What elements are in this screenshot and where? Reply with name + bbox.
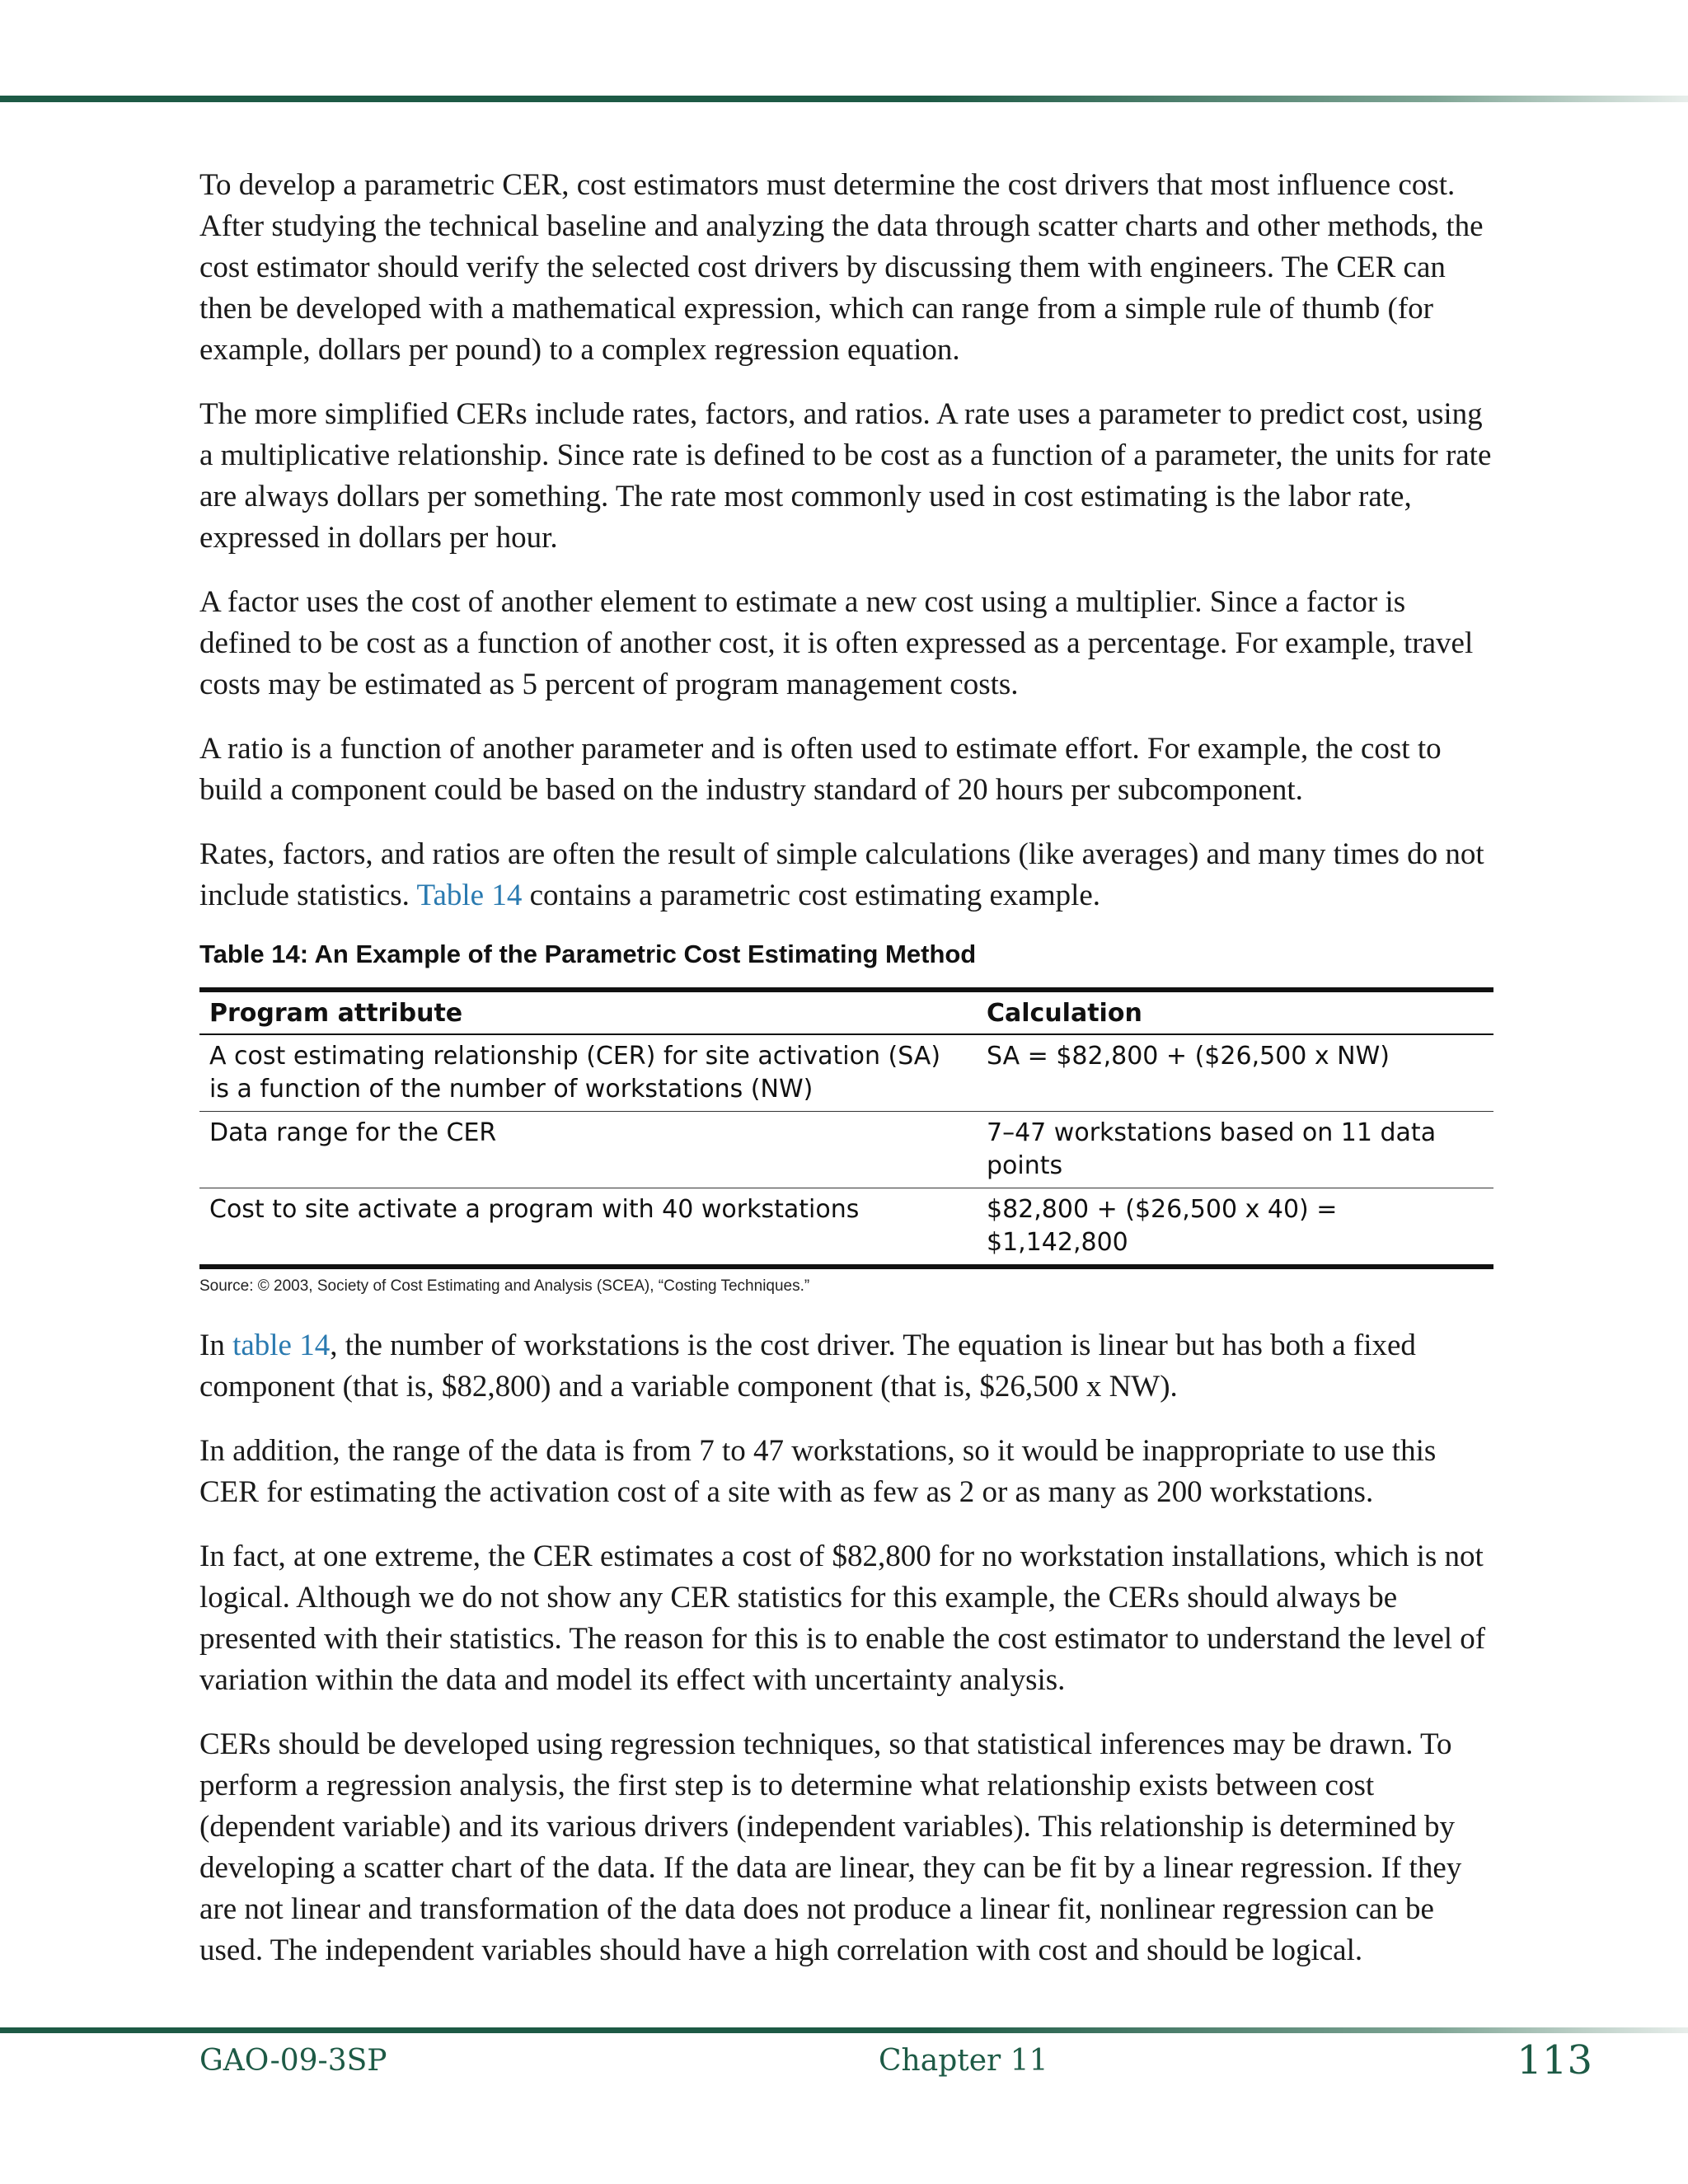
paragraph-with-table-link [199,834,1493,916]
footer-rule [0,2027,1688,2033]
footer-doc-id: GAO-09-3SP [199,2044,387,2078]
page-number: 113 [1517,2037,1592,2083]
table-cell-calculation: SA = $82,800 + ($26,500 x NW) [977,1034,1493,1112]
footer-chapter: Chapter 11 [879,2044,1048,2078]
table-cell-calculation: 7–47 workstations based on 11 data points [977,1112,1493,1188]
table-row [199,1112,1493,1188]
table-row [199,1034,1493,1112]
paragraph-text: Rates, factors, and ratios are often the result of simple calculations (like averages) and many times do not include statistics. [199,837,1484,912]
table-cell-attribute: A cost estimating relationship (CER) for site activation (SA) is a function of the number of workstations (NW) [199,1034,977,1112]
header-rule [0,96,1688,102]
paragraph: In addition, the range of the data is from 7 to 47 workstations, so it would be inappropriate to use this CER for estimating the activation cost of a site with as few as 2 or as many as 200 workstations. [199,1434,1437,1509]
table-header-row [199,990,1493,1034]
paragraph: A ratio is a function of another parameter and is often used to estimate effort. For example, the cost to build a component could be based on the industry standard of 20 hours per subcomponent. [199,732,1442,807]
paragraph-text: contains a parametric cost estimating example. [522,879,1101,912]
paragraph: A factor uses the cost of another element to estimate a new cost using a multiplier. Since a factor is defined to be cost as a function of another cost, it is often expressed as a percentage. For example, travel costs may be estimated as 5 percent of program management costs. [199,585,1474,701]
table-source-note: Source: © 2003, Society of Cost Estimating and Analysis (SCEA), “Costing Techniques.” [199,1277,810,1295]
table-cell-attribute: Data range for the CER [199,1112,977,1188]
parametric-estimate-table [199,987,1493,1269]
table-cell-attribute: Cost to site activate a program with 40 workstations [209,1195,860,1224]
paragraph-text: In [199,1329,233,1362]
table-cell-calculation: $82,800 + ($26,500 x 40) = $1,142,800 [987,1195,1338,1257]
page-footer [199,2036,1592,2085]
paragraph-text: , the number of workstations is the cost driver. The equation is linear but has both a fixed component (that is, $82,800) and a variable component (that is, $26,500 x NW). [199,1329,1416,1404]
page-body [199,165,1493,1994]
table-row [199,1188,1493,1268]
paragraph: To develop a parametric CER, cost estimators must determine the cost drivers that most influence cost. After studying the technical baseline and analyzing the data through scatter charts and other methods, the cost estimator should verify the selected cost drivers by discussing them with engineers. The CER can then be developed with a mathematical expression, which can range from a simple rule of thumb (for example, dollars per pound) to a complex regression equation. [199,168,1484,367]
column-header-program-attribute: Program attribute [199,990,977,1034]
table-14-link[interactable]: table 14 [232,1329,331,1362]
paragraph: The more simplified CERs include rates, factors, and ratios. A rate uses a parameter to predict cost, using a multiplicative relationship. Since rate is defined to be cost as a function of a parameter, the units for rate are always dollars per something. The rate most commonly used in cost estimating is the labor rate, expressed in dollars per hour. [199,397,1492,555]
paragraph: In fact, at one extreme, the CER estimates a cost of $82,800 for no workstation installations, which is not logical. Although we do not show any CER statistics for this example, the CERs should always be presented with their statistics. The reason for this is to enable the cost estimator to understand the level of variation within the data and model its effect with uncertainty analysis. [199,1540,1486,1697]
paragraph: CERs should be developed using regression techniques, so that statistical inferences may be drawn. To perform a regression analysis, the first step is to determine what relationship exists between cost (dependent variable) and its various drivers (independent variables). This relationship is determined by developing a scatter chart of the data. If the data are linear, they can be fit by a linear regression. If they are not linear and transformation of the data does not produce a linear fit, nonlinear regression can be used. The independent variables should have a high correlation with cost and should be logical. [199,1727,1462,1967]
column-header-calculation: Calculation [977,990,1493,1034]
table-caption: Table 14: An Example of the Parametric Cost Estimating Method [199,940,977,968]
table-14-link[interactable]: Table 14 [416,879,523,912]
paragraph-with-table-link [199,1325,1493,1408]
